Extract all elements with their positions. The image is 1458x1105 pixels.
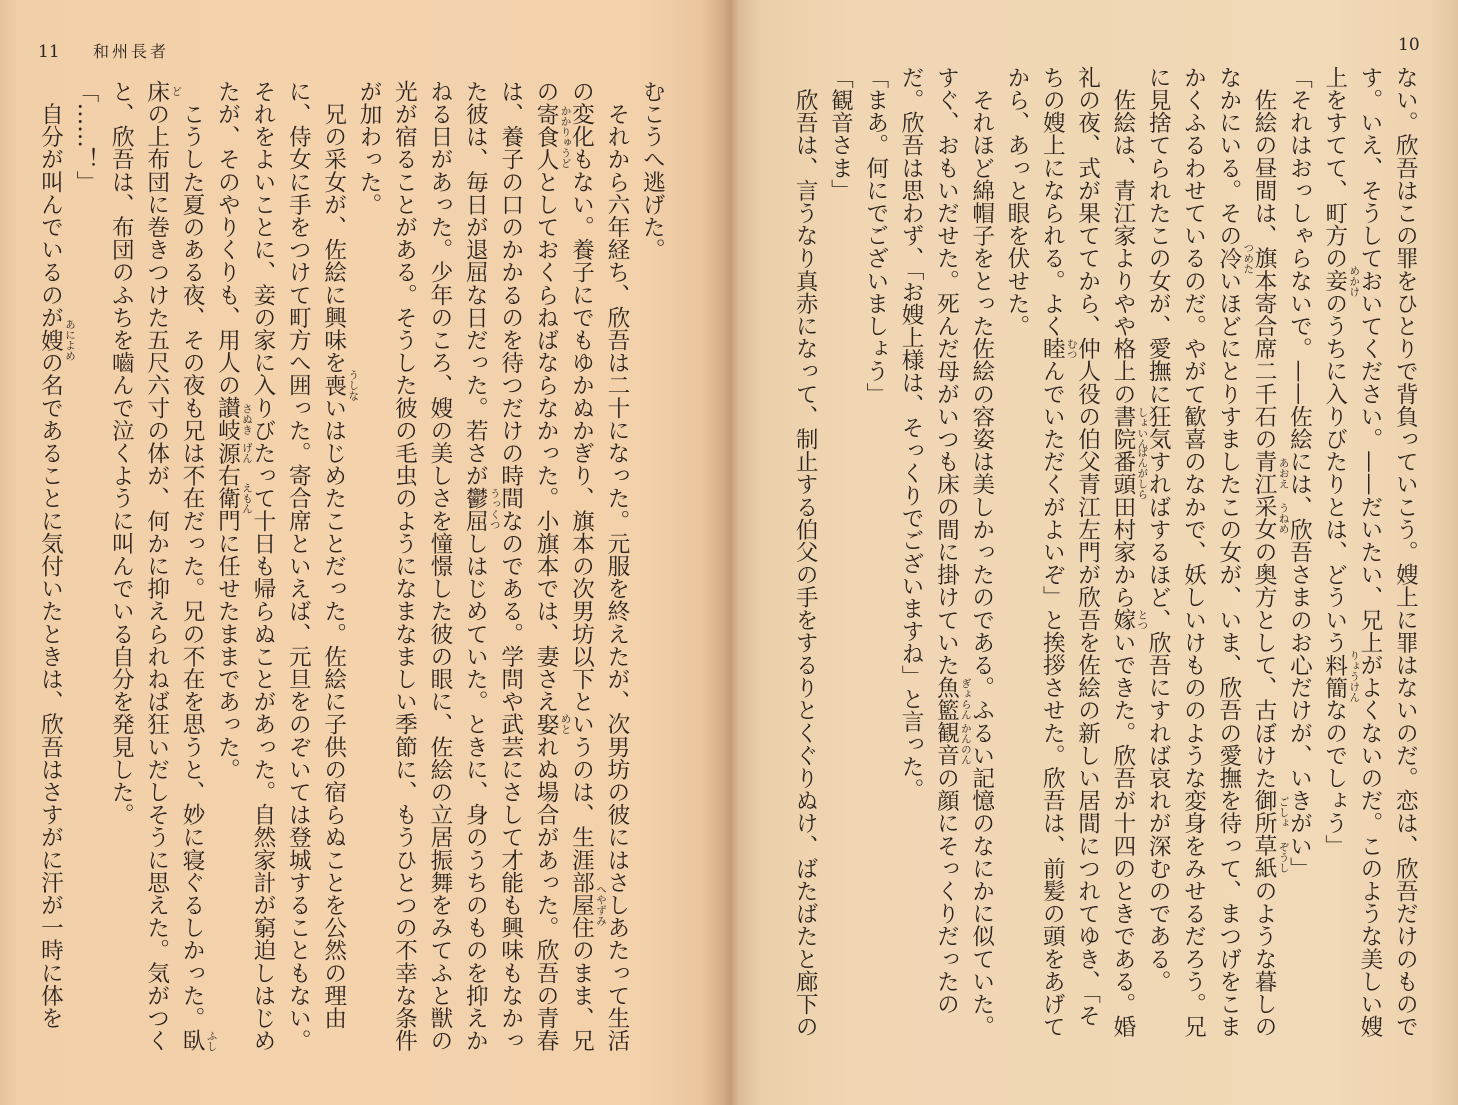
right-page	[731, 0, 1458, 1105]
text-column	[568, 80, 607, 1052]
ruby-base: 讃岐	[214, 396, 241, 442]
text-run: いできた。欣吾が十四のときである。婚	[1109, 631, 1136, 1038]
text-column	[462, 80, 501, 1052]
text-column	[1147, 66, 1170, 993]
ruby-word	[533, 712, 572, 736]
ruby-word	[214, 396, 253, 442]
ruby-word	[1039, 337, 1078, 360]
furigana: えもん	[240, 482, 253, 514]
text-column	[499, 80, 522, 1052]
ruby-base: 嫂	[37, 328, 64, 352]
text-run: 「……！」	[72, 80, 99, 193]
text-column	[1005, 66, 1028, 337]
ruby-base: 御所	[1251, 789, 1278, 835]
text-run: んでいただくがよいぞ」と挨拶させた。欣吾は、前髪の頭をあげて	[1039, 359, 1066, 1038]
text-column	[1288, 66, 1311, 880]
text-run: のうちに入りびたりとは、どういう	[1321, 292, 1348, 654]
text-run: 欣吾は、言うなり真赤になって、制止する伯父の手をするりとくぐりぬけ、ばたばたと廊下の	[792, 66, 819, 1038]
text-column	[829, 66, 852, 202]
text-column	[358, 80, 381, 216]
running-head: 和州長者	[93, 42, 170, 61]
ruby-word	[1251, 834, 1290, 880]
text-run: いほどにとりすましたこの女が、いま、欣吾の愛撫を待って、まつげをこま	[1215, 269, 1242, 1038]
text-column	[1358, 66, 1381, 1038]
text-column	[794, 66, 817, 1038]
ruby-base: 妾	[1321, 269, 1348, 293]
furigana: ど	[170, 86, 183, 97]
furigana: あによめ	[63, 318, 76, 361]
ruby-word	[462, 486, 501, 533]
text-run: 佐絵の昼間は、旗本寄合席二千石の	[1251, 66, 1278, 451]
ruby-word	[1109, 446, 1149, 500]
text-column	[933, 66, 972, 1016]
text-run: それをよいことに、妾の家に入りびたって十日も帰らぬことがあった。自然家計が窮迫しはじめ	[249, 80, 276, 1052]
ruby-base: 嫁	[1109, 608, 1136, 632]
ruby-base: 床	[143, 80, 170, 103]
furigana: むつ	[1065, 338, 1078, 359]
text-run: 兄の采女が、佐絵に興味を	[320, 80, 347, 374]
text-run: に見捨てられたこの女が、愛撫に狂気すればするほど、欣吾にすれば哀れが深むのである。	[1145, 66, 1172, 993]
text-column	[110, 80, 133, 826]
text-column	[251, 80, 274, 1052]
text-run: と、欣吾は、布団のふちを嚙んで泣くように叫んでいる自分を発見した。	[108, 80, 135, 826]
ruby-base: 睦	[1039, 337, 1066, 360]
ruby-word	[214, 441, 253, 465]
text-run: ちの嫂上になられる。よく	[1039, 66, 1066, 338]
text-run: たが、そのやりくりも、用人の	[214, 80, 241, 397]
text-run: の上布団に巻きつけた五尺六寸の体が、何かに抑えられねば狂いだしそうに思えた。気がつく	[143, 102, 170, 1052]
ruby-word	[1215, 242, 1255, 274]
ruby-word	[37, 318, 76, 361]
text-run: の顔にそっくりだったの	[933, 766, 960, 1016]
text-run: のような暮しの	[1251, 879, 1278, 1038]
ruby-base: 料簡	[1321, 653, 1348, 699]
text-column	[74, 80, 97, 193]
ruby-word	[320, 369, 360, 401]
ruby-word	[1251, 789, 1290, 835]
furigana: あおえ	[1277, 457, 1290, 489]
furigana: とつ	[1136, 609, 1149, 631]
text-column	[320, 80, 360, 1030]
ruby-word	[179, 1029, 218, 1052]
ruby-word	[214, 464, 253, 533]
ruby-base: 鬱屈	[462, 486, 489, 533]
ruby-word	[1321, 649, 1361, 703]
text-run: た彼は、毎日が退屈な日だった。若さが	[462, 80, 489, 487]
text-column	[287, 80, 310, 1052]
text-column	[214, 80, 253, 781]
ruby-word	[933, 721, 972, 767]
text-run: に、侍女に手をつけて町方へ囲った。寄合席といえば、元旦をのぞいては登城することもない。	[285, 80, 312, 1052]
ruby-word	[533, 102, 572, 171]
ruby-word	[1251, 450, 1290, 496]
text-column	[428, 80, 451, 1052]
ruby-base: 草紙	[1251, 834, 1278, 880]
ruby-word	[933, 676, 972, 722]
text-column	[179, 80, 218, 1052]
text-column	[1039, 66, 1078, 1038]
text-column	[1182, 66, 1205, 1038]
ruby-base: 魚籃	[933, 676, 960, 722]
text-run: むこうへ逃げた。	[639, 80, 666, 261]
furigana: うっくつ	[488, 488, 501, 531]
furigana: ぞうし	[1277, 841, 1290, 873]
ruby-base: 喪	[320, 373, 347, 397]
text-run: だ。欣吾は思わず、「お嫂上様は、そっくりでございますね」と言った。	[898, 66, 925, 801]
furigana: ふし	[205, 1030, 218, 1051]
ruby-base: 冷	[1215, 246, 1242, 270]
text-run: 佐絵は、青江家よりやや格上の	[1109, 66, 1136, 405]
text-column	[1321, 66, 1361, 858]
ruby-base: 右衛門	[214, 464, 241, 533]
text-run: 「観音さま」	[827, 66, 854, 202]
ruby-base: 采女	[1251, 495, 1278, 541]
text-column	[970, 66, 993, 1038]
text-run: 「まあ。何にでございましょう」	[862, 66, 889, 405]
furigana: ばんがしら	[1136, 446, 1149, 500]
ruby-base: 番頭	[1109, 450, 1136, 496]
ruby-word	[1109, 405, 1149, 451]
page-number: 11	[38, 42, 60, 62]
text-run: 自分が叫んでいるのが	[37, 80, 64, 329]
ruby-base: 書院	[1109, 405, 1136, 451]
text-column	[1109, 66, 1149, 1038]
furigana: りょうけん	[1348, 649, 1361, 703]
text-run: のまま、兄	[568, 938, 595, 1052]
furigana: ごしょ	[1277, 796, 1290, 828]
ruby-base: 臥	[179, 1029, 206, 1052]
furigana: めと	[559, 713, 572, 735]
text-column	[605, 80, 628, 1052]
ruby-base: 源	[214, 441, 241, 465]
text-run: から、あっと眼を伏せた。	[1003, 66, 1030, 338]
ruby-word	[1109, 608, 1149, 632]
ruby-word	[568, 871, 607, 939]
text-column	[533, 80, 572, 1052]
text-run: すぐ、おもいだせた。死んだ母がいつも床の間に掛けていた	[933, 66, 960, 677]
furigana: しょいん	[1136, 406, 1149, 449]
text-run: 上をすてて、町方の	[1321, 66, 1348, 270]
ruby-base: 観音	[933, 721, 960, 767]
ruby-base: 寄食人	[533, 102, 560, 171]
text-column	[1215, 66, 1255, 1038]
furigana: うしな	[347, 369, 360, 401]
text-run: こうした夏のある夜、その夜も兄は不在だった。兄の不在を思うと、妙に寝ぐるしかった。	[179, 80, 206, 1030]
text-run: れぬ場合があった。欣吾の青春	[533, 735, 560, 1052]
text-column	[1251, 66, 1290, 1038]
text-column	[143, 80, 183, 1052]
text-run: の変化もない。養子にでもゆかぬかぎり、旗本の次男坊以下というのは、生涯	[568, 80, 595, 871]
ruby-word	[1321, 264, 1361, 297]
furigana: かかりゅうど	[559, 105, 572, 169]
text-run: ない。欣吾はこの罪をひとりで背負っていこう。嫂上に罪はないのだ。恋は、欣吾だけのもので	[1392, 66, 1419, 1038]
text-run: す。いえ、そうしておいてください。——だいたい、兄上がよくないのだ。このような美しい嫂	[1356, 66, 1383, 1038]
text-run: に任せたままであった。	[214, 532, 241, 781]
text-run: 「それはおっしゃらないで。——佐絵には、欣吾さまのお心だけが、いきがい」	[1286, 66, 1313, 880]
text-run: は、養子の口のかかるのを待つだけの時間なのである。学問や武芸にさして才能も興味もなかっ	[497, 80, 524, 1052]
text-run: それほど綿帽子をとった佐絵の容姿は美しかったのである。ふるい記憶のなにかに似ていた。	[968, 66, 995, 1038]
text-run: 礼の夜、式が果ててから、仲人役の伯父青江左門が欣吾を佐絵の新しい居間につれてゆき、「そ	[1074, 66, 1101, 1027]
text-column	[641, 80, 664, 261]
page-number: 10	[1398, 35, 1420, 55]
furigana: げん	[240, 442, 253, 464]
text-run: の奥方として、古ぼけた	[1251, 540, 1278, 790]
furigana: つめた	[1242, 242, 1255, 274]
text-column	[37, 80, 76, 1030]
text-column	[393, 80, 416, 1052]
furigana: さぬき	[240, 403, 253, 435]
ruby-word	[1251, 495, 1290, 541]
text-run: しはじめていた。ときに、身のうちのものを抑えか	[462, 532, 489, 1052]
text-run: の	[533, 80, 560, 103]
text-run: としておくらねばならなかった。小旗本では、妻さえ	[533, 170, 560, 713]
text-run: かくふるわせているのだ。やがて歓喜のなかで、妖しいけもののような変身をみせるだろう。兄	[1180, 66, 1207, 1038]
text-run: いはじめたことだった。佐絵に子供の宿らぬことを公然の理由	[320, 396, 347, 1030]
text-run: 光が宿ることがある。そうした彼の毛虫のようになまなましい季節に、もうひとつの不幸な条件	[391, 80, 418, 1052]
text-column	[864, 66, 887, 405]
ruby-word	[143, 80, 183, 103]
text-run: が加わった。	[356, 80, 383, 216]
text-run: なのでしょう」	[1321, 698, 1348, 858]
text-run: の名であることに気付いたときは、欣吾はさすがに汗が一時に体を	[37, 351, 64, 1030]
text-run: 田村家から	[1109, 495, 1136, 609]
furigana: かんのん	[959, 723, 972, 765]
text-column	[1394, 66, 1417, 1038]
ruby-base: 娶	[533, 712, 560, 736]
text-column	[900, 66, 923, 801]
furigana: ぎょらん	[959, 677, 972, 720]
text-run: ねる日があった。少年のころ、嫂の美しさを憧憬した彼の眼に、佐絵の立居振舞をみてふと獣の	[426, 80, 453, 1052]
text-run: なかにいる。その	[1215, 66, 1242, 247]
furigana: うねめ	[1277, 502, 1290, 534]
ruby-base: 青江	[1251, 450, 1278, 496]
text-column	[1076, 66, 1099, 1027]
furigana: めかけ	[1348, 264, 1361, 297]
furigana: へやずみ	[594, 883, 607, 926]
text-run: それから六年経ち、欣吾は二十になった。元服を終えたが、次男坊の彼にはさしあたって生活	[603, 80, 630, 1052]
ruby-base: 部屋住	[568, 871, 595, 939]
